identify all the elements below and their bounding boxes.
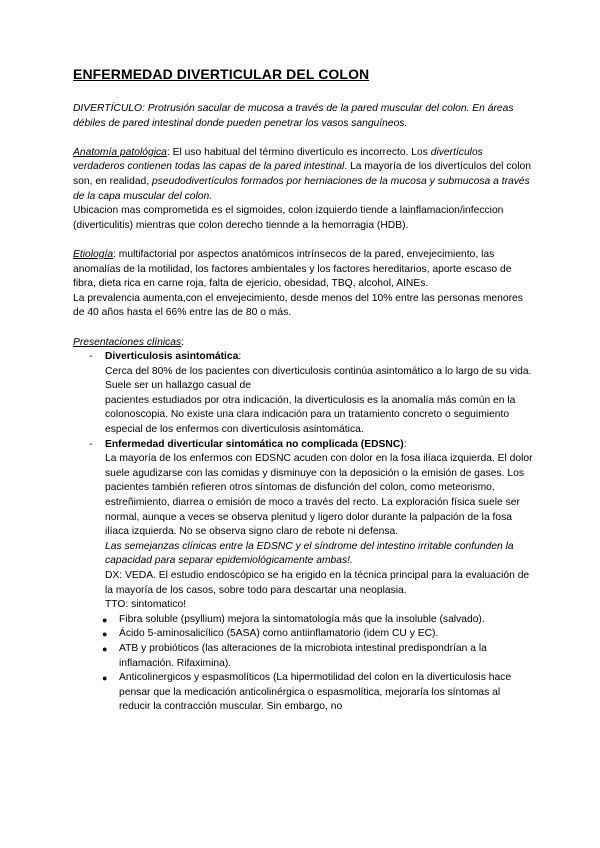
item2-dx: DX: VEDA. El estudio endoscópico se ha erigido en la técnica principal para la evaluación de la mayoría de los casos, sobre todo para descartar una neoplasia.	[105, 570, 530, 596]
spacer	[73, 233, 533, 248]
item1-heading-text: Diverticulosis asintomática	[105, 351, 239, 363]
anatomia-text2: . La mayoría de los divertículos del colon son, en realidad,	[73, 161, 531, 187]
item1-colon: :	[238, 351, 242, 363]
item1-heading	[105, 350, 533, 365]
presentaciones-label: Presentaciones clínicas	[73, 336, 182, 348]
treatment-item	[73, 613, 533, 628]
presentaciones-colon: :	[181, 336, 185, 348]
anatomia-location-paragraph: Ubicacion mas comprometida es el sigmoides, colon izquierdo tiende a lainflamacion/infeccion (diverticulitis) mientras que colon derecho tiennde a la hemorragia (HDB).	[73, 205, 504, 231]
spacer	[73, 321, 533, 336]
item2-text1: La mayoría de los enfermos con EDSNC acuden con dolor en la fosa ilíaca izquierda. El dolor suele agudizarse con las comidas y disminuye con la deposición o la emisión de gases. Los pacientes también refieren otros síntomas de disfunción del colon, como meteorismo, estreñimiento, diarrea o emisión de moco a través del recto. La exploración física suele ser normal, aunque a veces se observa plenitud y ligero dolor durante la palpación de la fosa ilíaca izquierda. No se observa signo claro de rebote ni defensa.	[105, 453, 533, 538]
dash-marker: -	[89, 438, 93, 450]
anatomia-italic2: pseudodivertículos formados por herniaciones de la mucosa y submucosa a través de la capa muscular del colon.	[73, 175, 530, 202]
etiologia-paragraph	[73, 248, 533, 292]
bullet-icon: ●	[102, 614, 108, 625]
etiologia-text: : multifactorial por aspectos anatómicos intrínsecos de la pared, envejecimiento, las anomalías de la motilidad, los factores ambientales y los factores hereditarios, aporte escaso de fibra, dieta rica en carne roja, falta de ejericio, obesidad, TBQ, alcohol, AINEs.	[73, 248, 512, 290]
item1-text1: Cerca del 80% de los pacientes con diverticulosis continúa asintomático a lo largo de su vida. Suele ser un hallazgo casual de	[105, 365, 532, 392]
item2-tto: TTO: sintomatico!	[105, 599, 187, 611]
treatment-text: Ácido 5-aminosalicílico (5ASA) como antiinflamatorio (idem CU y EC).	[119, 628, 439, 640]
treatment-item	[73, 627, 533, 642]
definition-paragraph: DIVERTÍCULO: Protrusión sacular de mucosa a través de la pared muscular del colon. En áreas débiles de pared intestinal donde pueden penetrar los vasos sanguíneos.	[73, 103, 514, 129]
bullet-icon: ●	[102, 629, 108, 640]
item2-colon: :	[403, 438, 407, 450]
anatomia-text1: : El uso habitual del término divertículo es incorrecto. Los	[166, 146, 431, 158]
anatomia-italic1: divertículos verdaderos contienen todas las capas de la pared intestinal	[73, 146, 483, 173]
prevalencia-paragraph: La prevalencia aumenta,con el envejecimiento, desde menos del 10% entre las personas menores de 40 años hasta el 66% entre las de 80 o más.	[73, 292, 523, 319]
bullet-icon: ●	[102, 673, 108, 684]
item2-heading-text: Enfermedad diverticular sintomática no complicada (EDSNC)	[105, 438, 404, 450]
treatment-text: Fibra soluble (psyllium) mejora la sintomatología más que la insoluble (salvado).	[119, 613, 485, 625]
anatomia-label: Anatomía patológica	[73, 146, 167, 158]
dash-marker: -	[89, 351, 93, 363]
treatment-item	[73, 642, 533, 671]
list-item-diverticulosis	[73, 350, 533, 438]
treatment-list	[73, 613, 533, 715]
spacer	[73, 131, 533, 146]
page-title: ENFERMEDAD DIVERTICULAR DEL COLON	[73, 66, 370, 82]
item2-italic: Las semejanzas clínicas entre la EDSNC y el síndrome del intestino irritable confunden la capacidad para separar epidemiológicamente ambas!.	[105, 540, 514, 567]
treatment-text: Anticolinergicos y espasmolíticos (La hipermotilidad del colon en la diverticulosis hace pensar que la medicación anticolinérgica o espasmolítica, mejoraría los síntomas al reducir la contracción muscular. Sin embargo, no	[119, 672, 512, 713]
item1-text2: pacientes estudiados por otra indicación, la diverticulosis es la anomalía más común en la colonoscopia. No existe una clara indicación para un tratamiento concreto o seguimiento especial de los enfermos con diverticulosis asintomática.	[105, 394, 516, 436]
treatment-item	[73, 671, 533, 715]
list-item-edsnc	[73, 438, 533, 613]
etiologia-label: Etiología	[73, 248, 114, 260]
bullet-icon: ●	[102, 643, 108, 654]
item2-heading	[105, 438, 533, 453]
document-page	[73, 64, 533, 715]
treatment-text: ATB y probióticos (las alteraciones de la microbiota intestinal predispondrían a la inflamación. Rifaximina).	[119, 642, 487, 669]
presentaciones-heading	[73, 336, 533, 351]
anatomia-paragraph	[73, 146, 533, 204]
